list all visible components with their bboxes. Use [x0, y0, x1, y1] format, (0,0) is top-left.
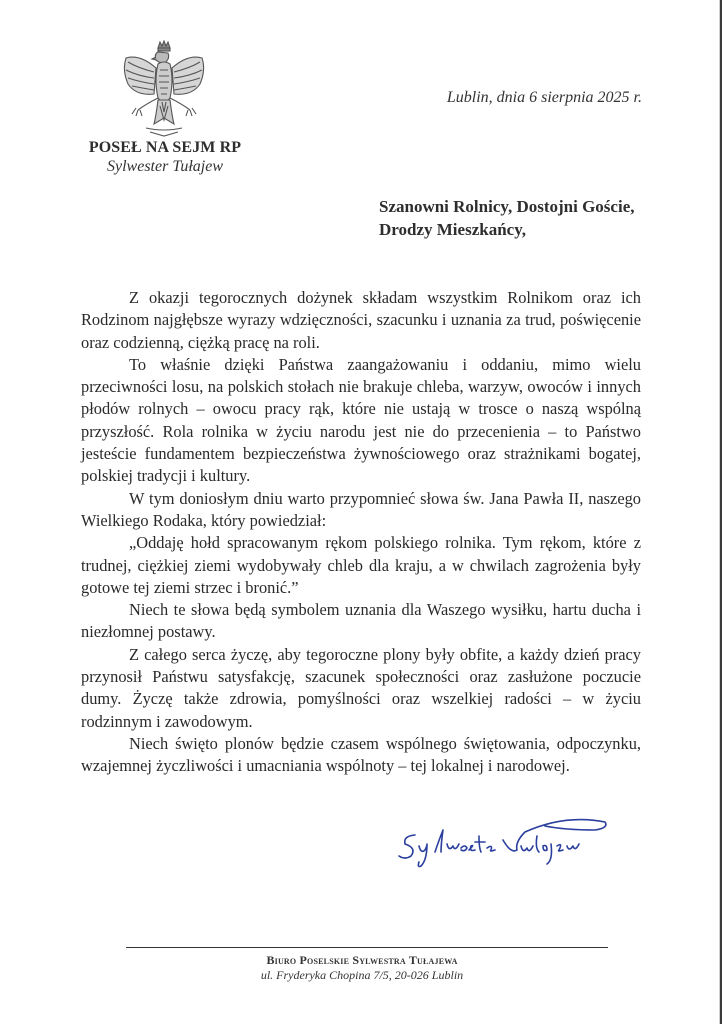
- header-name: Sylwester Tułajew: [107, 158, 223, 175]
- footer-address: ul. Fryderyka Chopina 7/5, 20-026 Lublin: [260, 968, 464, 982]
- scan-edge-shadow: [719, 0, 720, 1024]
- paragraph: Z okazji tegorocznych dożynek składam wszystkim Rolnikom oraz ich Rodzinom najgłębsze wyrazy wdzięczności, szacunku i uznania za trud, poświęcenie oraz codzienną, ciężką pracę na roli.: [81, 288, 641, 352]
- paragraph: W tym doniosłym dniu warto przypomnieć słowa św. Jana Pawła II, naszego Wielkiego Rodaka, który powiedział:: [81, 488, 641, 530]
- header-title: POSEŁ NA SEJM RP: [88, 139, 242, 156]
- paragraph: To właśnie dzięki Państwa zaangażowaniu i oddaniu, mimo wielu przeciwności losu, na polskich stołach nie brakuje chleba, warzyw, owoców i innych płodów rolnych – owocu pracy rąk, które nie ustają w trosce o naszą wspólną przyszłość. Rola rolnika w życiu narodu jest nie do przecenienia – to Państwo jesteście fundamentem bezpieczeństwa żywnościowego oraz strażnikami bogatej, polskiej tradycji i kultury.: [81, 354, 641, 486]
- quote-paragraph: „Oddaję hołd spracowanym rękom polskiego rolnika. Tym rękom, które z trudnej, ciężkiej ziemi wydobywały chleb dla kraju, a w chwilach zagrożenia były gotowe tej ziemi strzec i bronić.”: [81, 533, 641, 597]
- scan-edge: [720, 0, 722, 1024]
- paragraph: Niech święto plonów będzie czasem wspólnego świętowania, odpoczynku, wzajemnej życzliwości i umacniania wspólnoty – tej lokalnej i narodowej.: [81, 733, 641, 776]
- footer-divider: [126, 947, 608, 948]
- footer-office: Biuro Poselskie Sylwestra Tułajewa: [266, 953, 458, 967]
- polish-eagle-emblem-icon: [120, 40, 208, 140]
- letter-body: [81, 287, 641, 778]
- greeting-line-2: Drodzy Mieszkańcy,: [379, 220, 527, 239]
- paragraph: Z całego serca życzę, aby tegoroczne plony były obfite, a każdy dzień pracy przynosił Państwu satysfakcję, szacunek społeczności oraz zasłużone poczucie dumy. Życzę także zdrowia, pomyślności oraz wszelkiej radości – w życiu rodzinnym i zawodowym.: [81, 644, 641, 731]
- place-date: Lublin, dnia 6 sierpnia 2025 r.: [446, 89, 642, 106]
- handwritten-signature-icon: [395, 800, 625, 875]
- greeting-line-1: Szanowni Rolnicy, Dostojni Goście,: [379, 197, 635, 216]
- paragraph: Niech te słowa będą symbolem uznania dla Waszego wysiłku, hartu ducha i niezłomnej postawy.: [81, 600, 641, 642]
- greeting: [379, 195, 635, 241]
